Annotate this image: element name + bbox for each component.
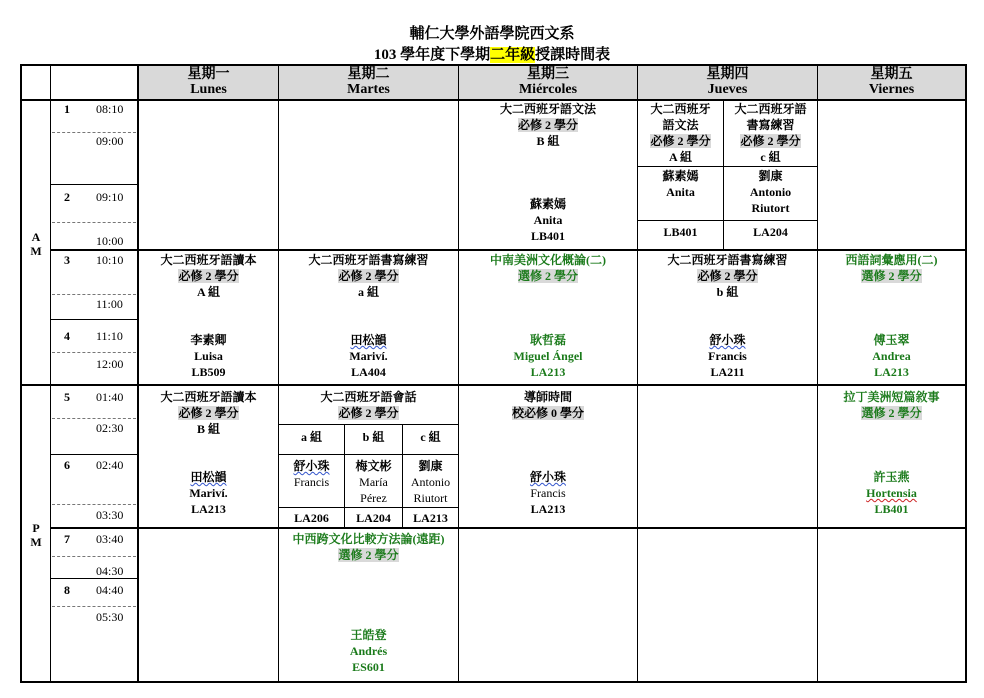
- course-room: LB401: [663, 225, 698, 239]
- period-end-time: 09:00: [96, 134, 124, 148]
- course-teacher-block: 李素卿 Luisa LB509: [190, 333, 227, 379]
- course-cell: 大二西班牙語 書寫練習 必修 2 學分 c 組: [734, 102, 807, 164]
- course-teacher-block: 舒小珠 Francis LA211: [708, 333, 747, 379]
- course-cell: 大二西班牙語書寫練習 必修 2 學分 a 組: [308, 253, 429, 299]
- period-start-time: 08:10: [96, 102, 124, 116]
- group-label: a 組: [300, 430, 322, 444]
- period-start-time: 09:10: [96, 190, 124, 204]
- period-number: 2: [64, 190, 70, 204]
- day-header-thursday: 星期四 Jueves: [706, 67, 749, 97]
- dashed-line: [52, 132, 136, 133]
- course-room: LA206: [294, 511, 329, 525]
- grid-line: [50, 66, 51, 681]
- grid-line: [638, 220, 817, 221]
- grid-line: [50, 249, 965, 251]
- elective-course-cell: 西語詞彙應用(二) 選修 2 學分: [845, 253, 938, 283]
- period-number: 6: [64, 458, 70, 472]
- grid-line: [279, 507, 458, 508]
- period-number: 1: [64, 102, 70, 116]
- elective-course-cell: 中西跨文化比較方法論(遠距) 選修 2 學分: [292, 532, 445, 562]
- period-start-time: 03:40: [96, 532, 124, 546]
- period-number: 3: [64, 253, 70, 267]
- period-end-time: 11:00: [96, 297, 123, 311]
- grid-line: [638, 166, 817, 167]
- period-end-time: 12:00: [96, 357, 124, 371]
- dashed-line: [52, 222, 136, 223]
- course-teacher-block: 耿哲磊 Miguel Ángel LA213: [513, 333, 583, 379]
- schedule-title-term: 103 學年度下學期二年級授課時間表: [373, 47, 611, 63]
- grid-line: [50, 184, 138, 185]
- grid-line: [279, 454, 458, 455]
- period-end-time: 03:30: [96, 508, 124, 522]
- course-cell: 大二西班牙語讀本 必修 2 學分 A 組: [160, 253, 257, 299]
- pm-label: P M: [30, 521, 42, 549]
- grid-line: [22, 384, 965, 386]
- period-start-time: 10:10: [96, 253, 124, 267]
- grade-highlight: 二年級: [490, 47, 536, 63]
- period-number: 4: [64, 329, 70, 343]
- group-label: c 組: [420, 430, 441, 444]
- grid-line: [50, 454, 138, 455]
- period-start-time: 02:40: [96, 458, 124, 472]
- dashed-line: [52, 294, 136, 295]
- period-end-time: 10:00: [96, 234, 124, 248]
- day-header-friday: 星期五 Viernes: [868, 67, 915, 97]
- dashed-line: [52, 352, 136, 353]
- dashed-line: [52, 556, 136, 557]
- period-number: 7: [64, 532, 70, 546]
- period-end-time: 02:30: [96, 421, 124, 435]
- dashed-line: [52, 418, 136, 419]
- am-label: A M: [30, 230, 42, 258]
- schedule-title-institution: 輔仁大學外語學院西文系: [409, 26, 575, 42]
- course-teacher-block: 蘇素嫣 Anita: [662, 169, 699, 199]
- course-room: LA204: [356, 511, 391, 525]
- course-teacher-block: 田松韻 Mariví. LA404: [349, 333, 388, 379]
- grid-line: [50, 578, 138, 579]
- period-number: 8: [64, 583, 70, 597]
- day-header-tuesday: 星期二 Martes: [347, 67, 390, 97]
- course-cell: 導師時間 校必修 0 學分: [511, 390, 584, 420]
- period-number: 5: [64, 390, 70, 404]
- elective-course-cell: 拉丁美洲短篇敘事 選修 2 學分: [843, 390, 940, 420]
- period-end-time: 05:30: [96, 610, 124, 624]
- dashed-line: [52, 504, 136, 505]
- grid-line: [50, 319, 138, 320]
- period-start-time: 11:10: [96, 329, 123, 343]
- course-cell: 大二西班牙 語文法 必修 2 學分 A 組: [650, 102, 711, 164]
- period-end-time: 04:30: [96, 564, 124, 578]
- timetable-grid: [20, 64, 967, 683]
- course-teacher-block: 傅玉翠 Andrea LA213: [872, 333, 911, 379]
- grid-line: [279, 424, 458, 425]
- course-teacher-block: 舒小珠 Francis LA213: [529, 470, 566, 516]
- day-header-wednesday: 星期三 Miércoles: [518, 67, 578, 97]
- course-teacher-block: 蘇素嫣 Anita LB401: [529, 197, 566, 243]
- course-cell: 大二西班牙語書寫練習 必修 2 學分 b 組: [667, 253, 788, 299]
- course-teacher-block: 舒小珠 Francis: [293, 459, 330, 489]
- day-header-monday: 星期一 Lunes: [187, 67, 230, 97]
- course-teacher-block: 田松韻 Mariví. LA213: [189, 470, 228, 516]
- course-room: LA213: [413, 511, 448, 525]
- dashed-line: [52, 606, 136, 607]
- course-teacher-block: 許玉燕 Hortensia LB401: [866, 470, 917, 516]
- period-start-time: 04:40: [96, 583, 124, 597]
- course-cell: 大二西班牙語文法 必修 2 學分 B 組: [499, 102, 596, 148]
- group-label: b 組: [362, 430, 385, 444]
- course-teacher-block: 劉康 Antonio Riutort: [749, 169, 792, 215]
- course-teacher-block: 劉康 Antonio Riutort: [410, 459, 451, 505]
- period-start-time: 01:40: [96, 390, 124, 404]
- course-teacher-block: 王皓登 Andrés ES601: [349, 628, 388, 674]
- elective-course-cell: 中南美洲文化概論(二) 選修 2 學分: [490, 253, 606, 283]
- course-room: LA204: [753, 225, 788, 239]
- course-cell: 大二西班牙語會話 必修 2 學分: [320, 390, 417, 420]
- course-cell: 大二西班牙語讀本 必修 2 學分 B 組: [160, 390, 257, 436]
- grid-line: [50, 527, 965, 529]
- course-teacher-block: 梅文彬 María Pérez: [355, 459, 392, 505]
